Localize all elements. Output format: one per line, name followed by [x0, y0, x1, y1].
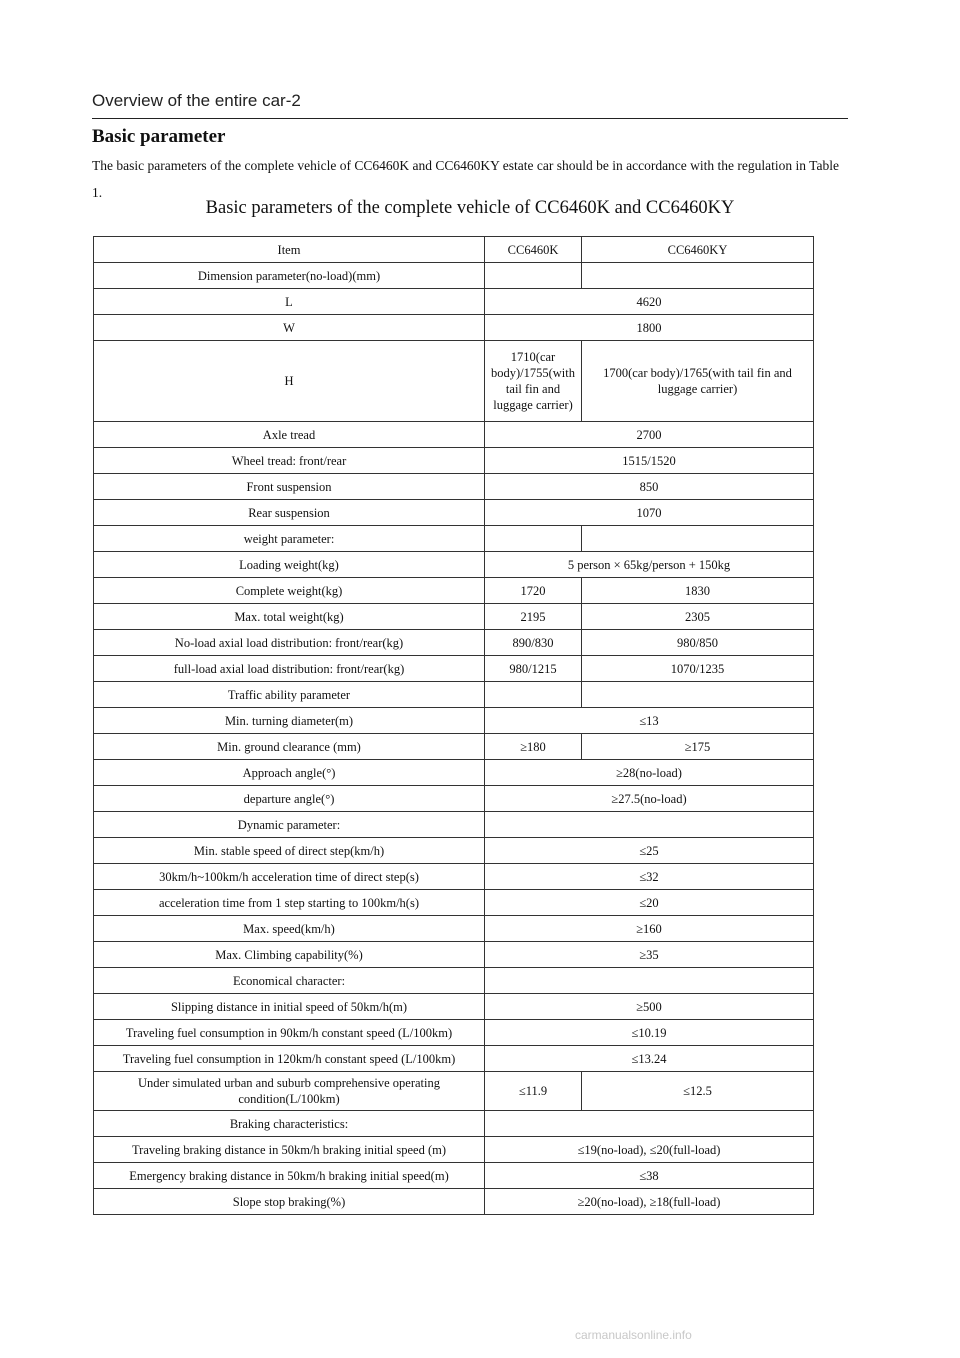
value-cell-cc6460ky	[582, 682, 814, 708]
item-cell: Slipping distance in initial speed of 50km/h(m)	[94, 994, 485, 1020]
watermark: carmanualsonline.info	[575, 1328, 692, 1342]
item-cell: L	[94, 289, 485, 315]
table-row	[94, 760, 814, 786]
table-row	[94, 1111, 814, 1137]
intro-paragraph: The basic parameters of the complete vehicle of CC6460K and CC6460KY estate car should be in accordance with the regulation in Table 1.	[92, 158, 839, 200]
item-cell: W	[94, 315, 485, 341]
item-cell: Loading weight(kg)	[94, 552, 485, 578]
value-cell-cc6460k: 890/830	[485, 630, 582, 656]
table-row	[94, 994, 814, 1020]
value-cell-shared: ≥500	[485, 994, 814, 1020]
value-cell-cc6460k: 1720	[485, 578, 582, 604]
item-cell: Front suspension	[94, 474, 485, 500]
column-header-cc6460k: CC6460K	[485, 237, 582, 263]
table-row	[94, 708, 814, 734]
item-cell: Under simulated urban and suburb comprehensive operating condition(L/100km)	[94, 1072, 485, 1111]
item-cell: Dimension parameter(no-load)(mm)	[94, 263, 485, 289]
table-row	[94, 474, 814, 500]
item-cell: Traveling braking distance in 50km/h braking initial speed (m)	[94, 1137, 485, 1163]
value-cell-shared: ≥20(no-load), ≥18(full-load)	[485, 1189, 814, 1215]
item-cell: weight parameter:	[94, 526, 485, 552]
value-cell-shared: ≥35	[485, 942, 814, 968]
value-cell-shared: 1800	[485, 315, 814, 341]
table-row	[94, 1163, 814, 1189]
value-cell-shared: ≤13.24	[485, 1046, 814, 1072]
item-cell: Rear suspension	[94, 500, 485, 526]
value-cell-cc6460ky: 980/850	[582, 630, 814, 656]
value-cell-cc6460k: ≤11.9	[485, 1072, 582, 1111]
table-row	[94, 526, 814, 552]
table-row	[94, 630, 814, 656]
table-row	[94, 786, 814, 812]
table-row	[94, 890, 814, 916]
value-cell-cc6460k: 2195	[485, 604, 582, 630]
value-cell-shared: 2700	[485, 422, 814, 448]
item-cell: Traveling fuel consumption in 120km/h constant speed (L/100km)	[94, 1046, 485, 1072]
item-cell: Max. speed(km/h)	[94, 916, 485, 942]
item-cell: full-load axial load distribution: front/rear(kg)	[94, 656, 485, 682]
value-cell-cc6460ky: ≥175	[582, 734, 814, 760]
table-row	[94, 422, 814, 448]
item-cell: 30km/h~100km/h acceleration time of direct step(s)	[94, 864, 485, 890]
item-cell: No-load axial load distribution: front/rear(kg)	[94, 630, 485, 656]
value-cell-shared: 850	[485, 474, 814, 500]
item-cell: Traveling fuel consumption in 90km/h constant speed (L/100km)	[94, 1020, 485, 1046]
item-cell: Slope stop braking(%)	[94, 1189, 485, 1215]
value-cell-cc6460ky: ≤12.5	[582, 1072, 814, 1111]
value-cell-cc6460ky	[582, 526, 814, 552]
item-cell: acceleration time from 1 step starting to 100km/h(s)	[94, 890, 485, 916]
table-row	[94, 1137, 814, 1163]
table-row	[94, 448, 814, 474]
table-title: Basic parameters of the complete vehicle of CC6460K and CC6460KY	[205, 198, 735, 218]
table-header-row	[94, 237, 814, 263]
table-row	[94, 289, 814, 315]
value-cell-shared: ≥27.5(no-load)	[485, 786, 814, 812]
item-cell: Emergency braking distance in 50km/h braking initial speed(m)	[94, 1163, 485, 1189]
table-row	[94, 1046, 814, 1072]
table-row	[94, 341, 814, 422]
column-header-cc6460ky: CC6460KY	[582, 237, 814, 263]
table-row	[94, 734, 814, 760]
value-cell-cc6460ky: 1830	[582, 578, 814, 604]
table-row	[94, 682, 814, 708]
table-row	[94, 1020, 814, 1046]
item-cell: Min. turning diameter(m)	[94, 708, 485, 734]
item-cell: Traffic ability parameter	[94, 682, 485, 708]
table-row	[94, 864, 814, 890]
table-row	[94, 552, 814, 578]
value-cell-shared: 1515/1520	[485, 448, 814, 474]
table-row	[94, 263, 814, 289]
table-row	[94, 500, 814, 526]
table-row	[94, 1189, 814, 1215]
item-cell: Max. Climbing capability(%)	[94, 942, 485, 968]
value-cell-shared: ≥160	[485, 916, 814, 942]
value-cell-shared: ≤20	[485, 890, 814, 916]
table-row	[94, 838, 814, 864]
item-cell: Max. total weight(kg)	[94, 604, 485, 630]
item-cell: Min. stable speed of direct step(km/h)	[94, 838, 485, 864]
header-title: Overview of the entire car-2	[92, 91, 301, 110]
value-cell-cc6460k: 980/1215	[485, 656, 582, 682]
value-cell-shared	[485, 1111, 814, 1137]
item-cell: Approach angle(°)	[94, 760, 485, 786]
item-cell: Dynamic parameter:	[94, 812, 485, 838]
value-cell-shared: ≤10.19	[485, 1020, 814, 1046]
table-row	[94, 942, 814, 968]
value-cell-cc6460k: ≥180	[485, 734, 582, 760]
table-row	[94, 812, 814, 838]
table-row	[94, 578, 814, 604]
value-cell-shared	[485, 812, 814, 838]
section-title: Basic parameter	[92, 126, 226, 147]
value-cell-shared: 4620	[485, 289, 814, 315]
item-cell: H	[94, 341, 485, 422]
item-cell: Complete weight(kg)	[94, 578, 485, 604]
item-cell: Braking characteristics:	[94, 1111, 485, 1137]
page-header	[92, 88, 848, 119]
table-row	[94, 916, 814, 942]
value-cell-cc6460k	[485, 526, 582, 552]
item-cell: Economical character:	[94, 968, 485, 994]
value-cell-cc6460k	[485, 682, 582, 708]
value-cell-shared: 5 person × 65kg/person + 150kg	[485, 552, 814, 578]
column-header-item: Item	[94, 237, 485, 263]
parameters-table	[93, 236, 814, 1215]
value-cell-cc6460ky	[582, 263, 814, 289]
table-row	[94, 604, 814, 630]
table-row	[94, 968, 814, 994]
table-row	[94, 1072, 814, 1111]
table-row	[94, 656, 814, 682]
value-cell-cc6460ky: 1700(car body)/1765(with tail fin and luggage carrier)	[582, 341, 814, 422]
item-cell: Wheel tread: front/rear	[94, 448, 485, 474]
value-cell-shared	[485, 968, 814, 994]
value-cell-shared: ≤25	[485, 838, 814, 864]
value-cell-shared: ≤19(no-load), ≤20(full-load)	[485, 1137, 814, 1163]
value-cell-shared: ≥28(no-load)	[485, 760, 814, 786]
item-cell: departure angle(°)	[94, 786, 485, 812]
value-cell-shared: ≤38	[485, 1163, 814, 1189]
value-cell-shared: ≤13	[485, 708, 814, 734]
value-cell-cc6460k: 1710(car body)/1755(with tail fin and luggage carrier)	[485, 341, 582, 422]
value-cell-cc6460ky: 2305	[582, 604, 814, 630]
value-cell-shared: ≤32	[485, 864, 814, 890]
value-cell-shared: 1070	[485, 500, 814, 526]
item-cell: Axle tread	[94, 422, 485, 448]
value-cell-cc6460k	[485, 263, 582, 289]
item-cell: Min. ground clearance (mm)	[94, 734, 485, 760]
table-row	[94, 315, 814, 341]
value-cell-cc6460ky: 1070/1235	[582, 656, 814, 682]
